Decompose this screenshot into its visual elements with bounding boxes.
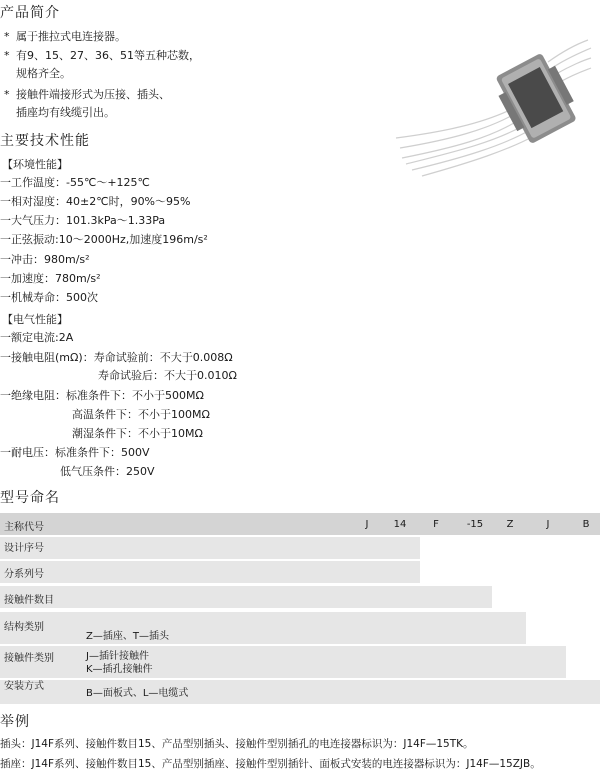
intro-bullet-1: 属于推拉式电连接器。 <box>16 30 126 43</box>
bullet-marker: * <box>4 49 10 62</box>
env-heading: 【环境性能】 <box>2 158 68 171</box>
model-title: 型号命名 <box>0 490 60 506</box>
elec-heading: 【电气性能】 <box>2 313 68 326</box>
spec-line: 一正弦振动:10～2000Hz,加速度196m/s² <box>0 233 208 246</box>
model-row-label: 主称代号 <box>4 522 44 533</box>
model-row-label: 接触件类别 <box>4 653 54 664</box>
spec-line: 一绝缘电阻：标准条件下：不小于500MΩ <box>0 389 204 402</box>
intro-bullet-2-line2: 规格齐全。 <box>16 67 71 80</box>
spec-line: 一机械寿命：500次 <box>0 291 98 304</box>
model-band-row2 <box>0 537 420 559</box>
model-row-label: 分系列号 <box>4 569 44 580</box>
spec-line: 高温条件下：不小于100MΩ <box>72 408 210 421</box>
model-row-desc: J—插针接触件 <box>86 651 149 662</box>
model-row-label: 设计序号 <box>4 543 44 554</box>
tech-title: 主要技术性能 <box>0 133 90 149</box>
example-line-plug: 插头：J14F系列、接触件数目15、产品型别插头、接触件型别插孔的电连接器标识为：J14F—15TK。 <box>0 738 474 750</box>
model-row-desc: B—面板式、L—电缆式 <box>86 688 189 699</box>
spec-line: 一大气压力：101.3kPa～1.33Pa <box>0 214 166 227</box>
model-band-row3 <box>0 561 420 583</box>
example-title: 举例 <box>0 714 30 730</box>
model-band-row6 <box>0 646 566 678</box>
example-line-socket: 插座：J14F系列、接触件数目15、产品型别插座、接触件型别插针、面板式安装的电连接器标识为：J14F—15ZJB。 <box>0 758 541 770</box>
spec-line: 一额定电流:2A <box>0 331 74 344</box>
intro-bullet-2-line1: 有9、15、27、36、51等五种芯数， <box>16 49 200 62</box>
model-code: -15 <box>466 519 484 530</box>
spec-line: 一工作温度：-55℃～+125℃ <box>0 176 150 189</box>
spec-line: 一接触电阻(mΩ)：寿命试验前：不大于0.008Ω <box>0 351 233 364</box>
model-code: Z <box>506 519 514 530</box>
intro-bullet-3-line2: 插座均有线缆引出。 <box>16 106 115 119</box>
intro-title: 产品简介 <box>0 5 60 21</box>
spec-line: 一加速度：780m/s² <box>0 272 101 285</box>
intro-bullet-3-line1: 接触件端接形式为压接、插头、 <box>16 88 170 101</box>
model-code: 14 <box>393 519 407 530</box>
model-row-desc: Z—插座、T—插头 <box>86 631 169 642</box>
model-code: B <box>582 519 590 530</box>
model-row-desc: K—插孔接触件 <box>86 664 153 675</box>
model-band-row5 <box>0 612 526 644</box>
spec-line: 一耐电压：标准条件下：500V <box>0 446 150 459</box>
model-row-label: 结构类别 <box>4 622 44 633</box>
connector-product-image <box>392 38 592 178</box>
spec-line: 寿命试验后：不大于0.010Ω <box>98 369 237 382</box>
model-code: J <box>365 519 369 530</box>
model-row-label: 安装方式 <box>4 681 44 692</box>
bullet-marker: * <box>4 30 10 43</box>
spec-line: 一冲击：980m/s² <box>0 253 90 266</box>
spec-line: 一相对湿度：40±2℃时，90%～95% <box>0 195 191 208</box>
model-band-row4 <box>0 586 492 608</box>
model-row-label: 接触件数目 <box>4 595 54 606</box>
spec-line: 低气压条件：250V <box>60 465 155 478</box>
model-code: J <box>546 519 550 530</box>
bullet-marker: * <box>4 88 10 101</box>
spec-line: 潮湿条件下：不小于10MΩ <box>72 427 203 440</box>
model-code: F <box>433 519 439 530</box>
